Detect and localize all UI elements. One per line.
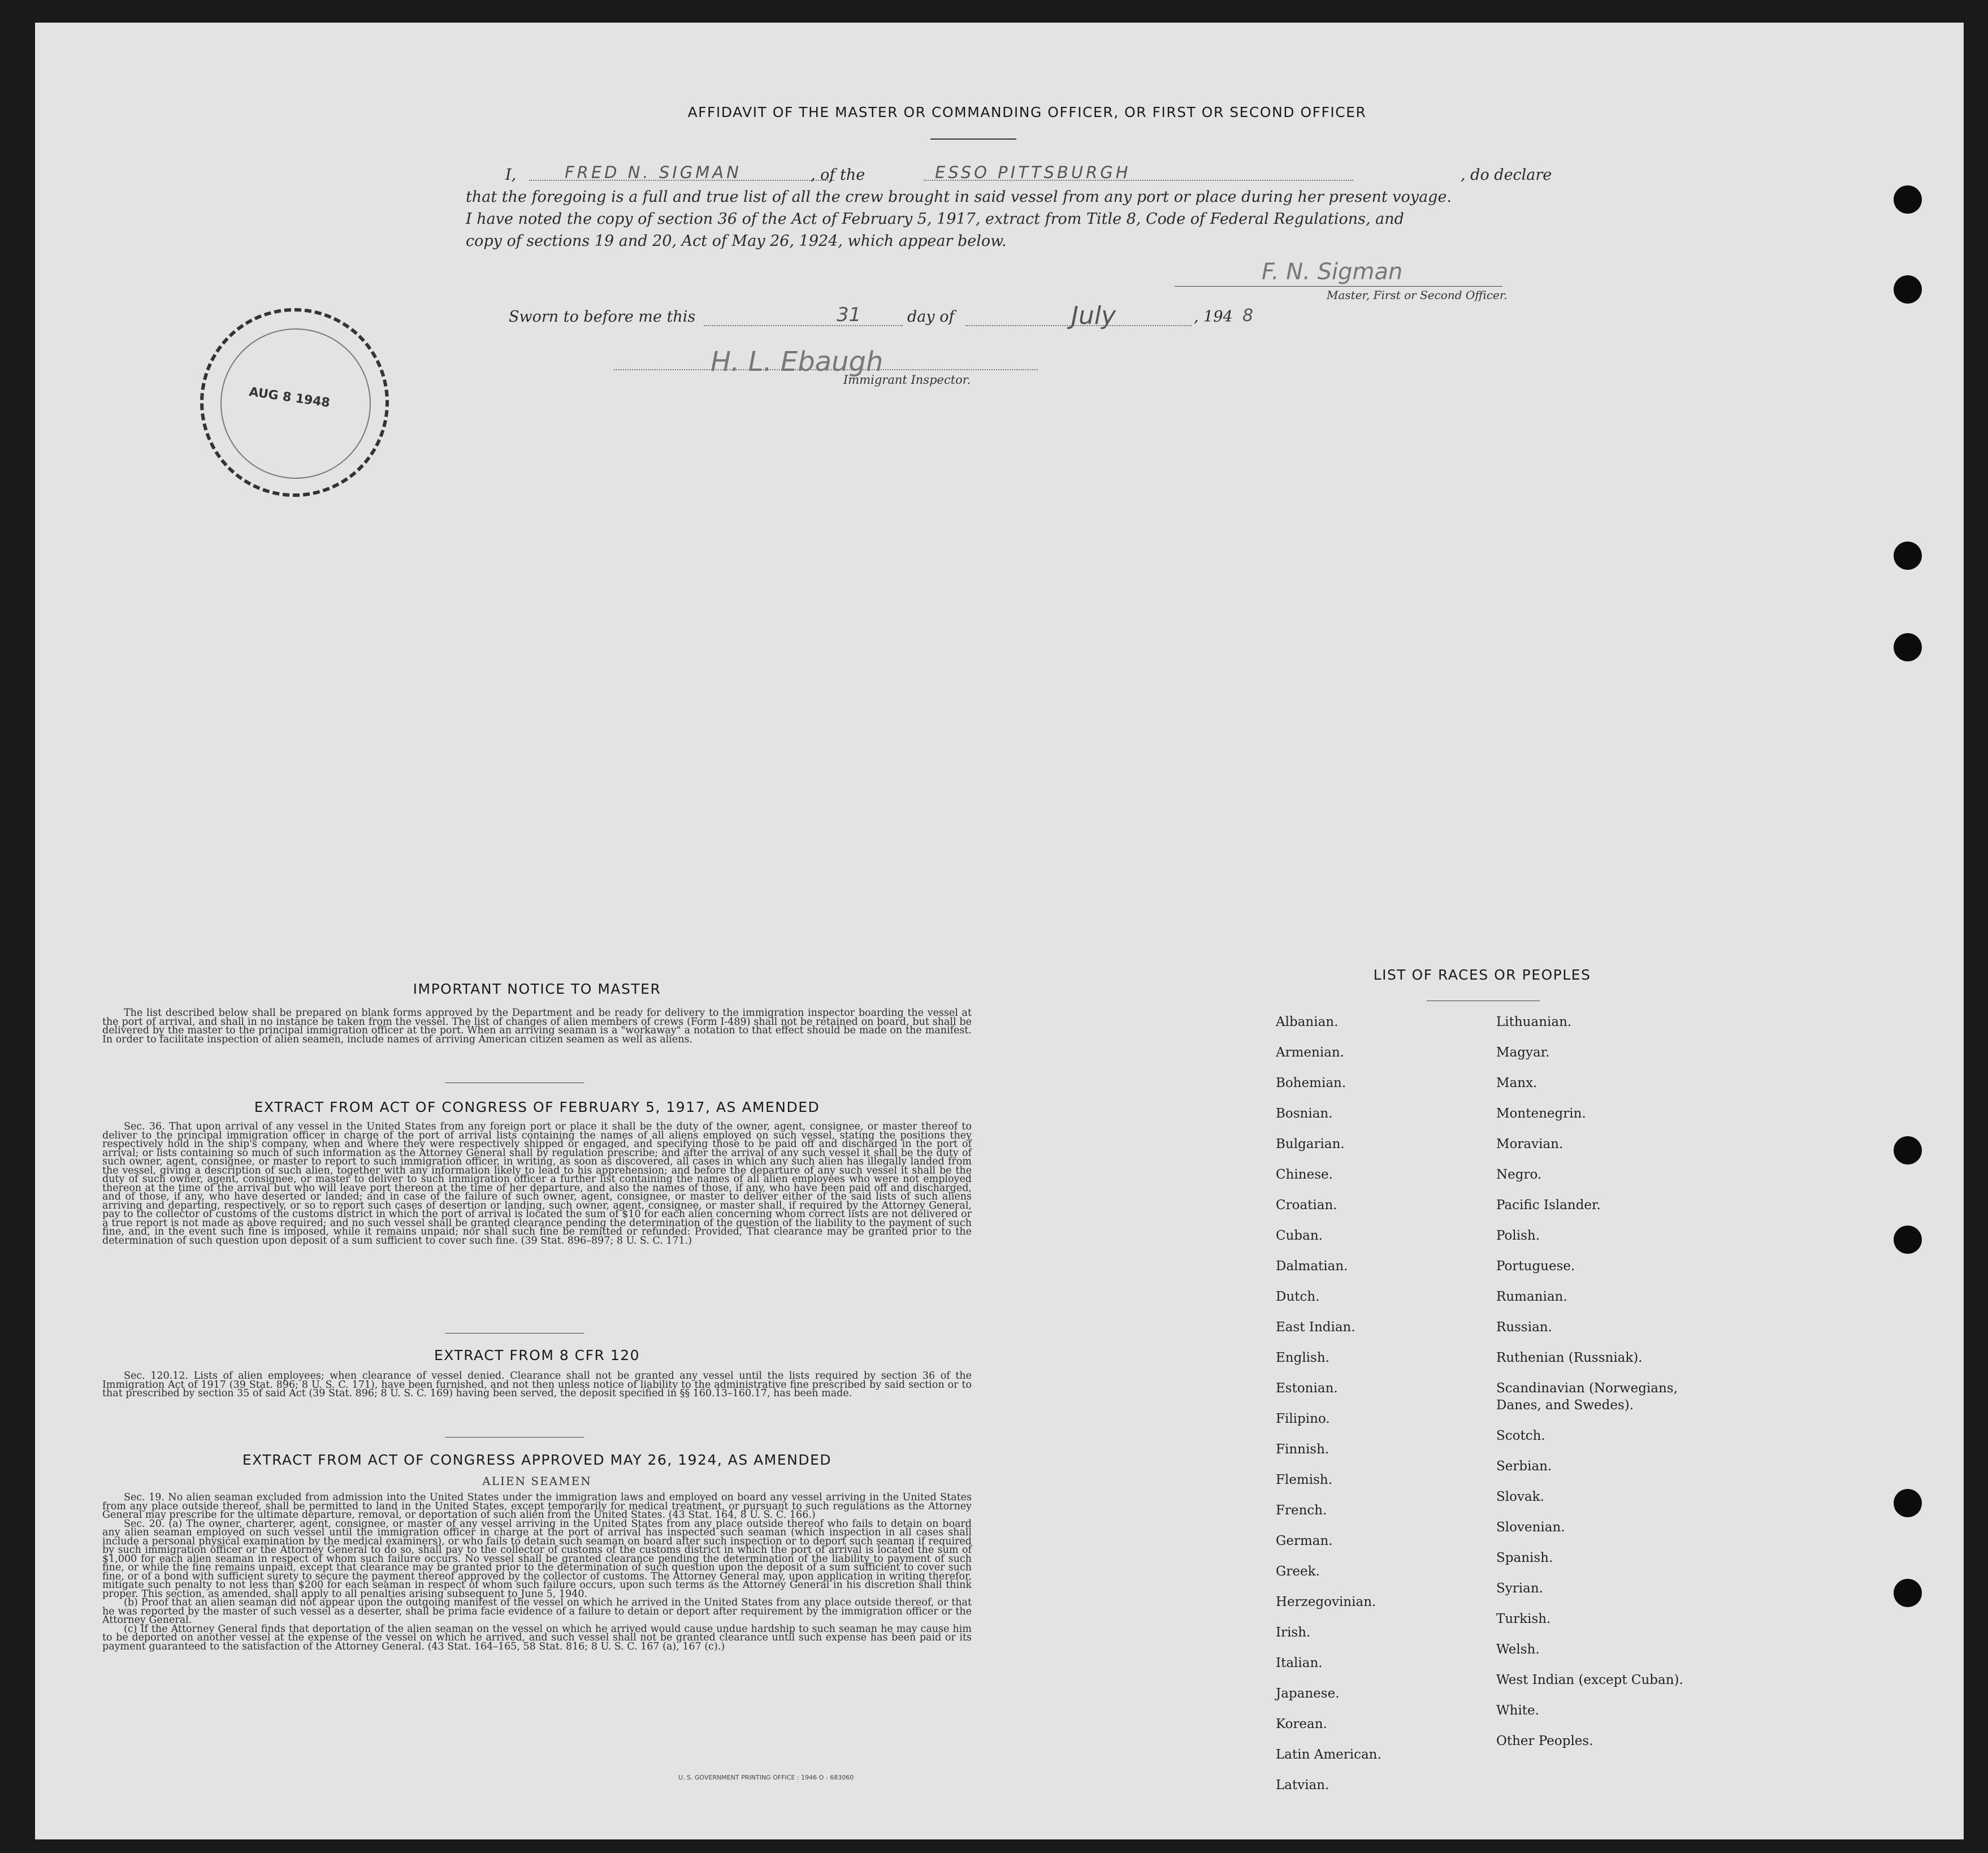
race-item: Filipino. xyxy=(1276,1412,1330,1426)
punch-hole xyxy=(1894,275,1922,304)
race-item: Bohemian. xyxy=(1276,1076,1346,1090)
race-item: Spanish. xyxy=(1496,1551,1553,1565)
race-item: Flemish. xyxy=(1276,1473,1333,1487)
extract-cfr-text xyxy=(102,1372,972,1399)
extract-1924-title: EXTRACT FROM ACT OF CONGRESS APPROVED MAY 26, 1924, AS AMENDED xyxy=(242,1452,832,1468)
race-item: Polish. xyxy=(1496,1228,1540,1243)
race-item: Rumanian. xyxy=(1496,1289,1567,1304)
race-item: Other Peoples. xyxy=(1496,1734,1593,1748)
race-item: Herzegovinian. xyxy=(1276,1595,1376,1609)
alien-seamen-subtitle: ALIEN SEAMEN xyxy=(482,1474,592,1488)
declaration-line-4: copy of sections 19 and 20, Act of May 26, 1924, which appear below. xyxy=(466,232,1007,250)
race-item: Turkish. xyxy=(1496,1612,1551,1626)
section-120-12-paragraph: Sec. 120.12. Lists of alien employees; when clearance of vessel denied. Clearance shall not be granted any vessel until the lists required by section 36 of the Immigration Act of 1917 (39 Stat. 896; 8 U. S. C. 171), have been furnished, and not then unless notice of liability to the administrative fine prescribed by said section or to that prescribed by section 35 of said Act (39 Stat. 896; 8 U. S. C. 169) having been served, the deposit specified in §§ 160.13–160.17, has been made. xyxy=(102,1370,972,1399)
affidavit-title: AFFIDAVIT OF THE MASTER OR COMMANDING OFFICER, OR FIRST OR SECOND OFFICER xyxy=(687,104,1367,120)
extract-1924-text xyxy=(102,1493,972,1651)
race-item: Syrian. xyxy=(1496,1581,1543,1596)
affidavit-declaration xyxy=(466,164,1571,252)
race-item: Dalmatian. xyxy=(1276,1259,1348,1274)
race-item: Ruthenian (Russniak). xyxy=(1496,1350,1643,1365)
race-item: Pacific Islander. xyxy=(1496,1198,1601,1213)
divider xyxy=(445,1437,584,1438)
section-20a-paragraph: Sec. 20. (a) The owner, charterer, agent, consignee, or master of any vessel arriving in the United States from any place outside thereof who fails to detain on board any alien seaman employed on such vessel until the immigration officer in charge at the port of arrival has inspected such seaman (which inspection in all cases shall include a personal physical examination by the medical examiners), or who fails to detain such seaman on board after such inspection or to deport such seaman if required by such immigration officer or the Attorney General to do so, shall pay to the collector of customs of the customs district in which the port of arrival is located the sum of $1,000 for each alien seaman in respect of whom such failure occurs. No vessel shall be granted clearance pending the determination of the liability to payment of such fine, or while the fine remains unpaid, except that clearance may be granted prior to the determination of such question upon the deposit of a sum sufficient to cover such fine, or of a bond with sufficient surety to secure the payment thereof approved by the collector of customs. The Attorney General may, upon application in writing therefor, mitigate such penalty to not less than $200 for each seaman in respect of whom such failure occurs, upon such terms as the Attorney General in his discretion shall think proper. This section, as amended, shall apply to all penalties arising subsequent to June 5, 1940. xyxy=(102,1518,972,1600)
inspector-signature: H. L. Ebaugh xyxy=(711,346,883,378)
declaration-line-3: I have noted the copy of section 36 of the Act of February 5, 1917, extract from Title 8, Code of Federal Regulations, and xyxy=(466,210,1404,228)
extract-1917-title: EXTRACT FROM ACT OF CONGRESS OF FEBRUARY 5, 1917, AS AMENDED xyxy=(254,1099,820,1115)
inspector-signature-line xyxy=(614,369,1038,370)
races-column-2 xyxy=(1496,1014,1756,1763)
race-item: Italian. xyxy=(1276,1656,1323,1670)
day-field-line xyxy=(704,325,903,326)
of-the-text: , of the xyxy=(811,166,865,184)
declaration-i: I, xyxy=(505,166,517,184)
year-value: 8 xyxy=(1242,306,1254,326)
punch-hole xyxy=(1894,633,1922,661)
race-item: Scotch. xyxy=(1496,1428,1545,1443)
title-rule xyxy=(930,138,1016,140)
race-item: Japanese. xyxy=(1276,1686,1340,1701)
race-item: Magyar. xyxy=(1496,1045,1550,1060)
master-name: FRED N. SIGMAN xyxy=(565,163,742,182)
race-item: Irish. xyxy=(1276,1625,1311,1640)
race-item: Manx. xyxy=(1496,1076,1537,1090)
race-item: German. xyxy=(1276,1534,1333,1548)
printer-imprint: U. S. GOVERNMENT PRINTING OFFICE : 1946 O - 683060 xyxy=(678,1774,854,1781)
sworn-text: Sworn to before me this xyxy=(509,308,696,326)
race-item: Slovak. xyxy=(1496,1490,1544,1504)
punch-hole xyxy=(1894,1226,1922,1254)
section-36-paragraph: Sec. 36. That upon arrival of any vessel in the United States from any foreign port or place it shall be the duty of the owner, agent, consignee, or master thereof to deliver to the principal immigration officer in charge of the port of arrival lists containing the names of all aliens employed on such vessel, stating the positions they respectively hold in the ship's company, when and where they were respectively shipped or engaged, and specifying those to be paid off and discharged in the port of arrival; or lists containing so much of such information as the Attorney General shall by regulation prescribe; and after the arrival of any such vessel it shall be the duty of such owner, agent, consignee, or master to report to such immigration officer, in writing, as soon as discovered, all cases in which any such alien has illegally landed from the vessel, giving a description of such alien, together with any information likely to lead to his apprehension; and before the departure of any such vessel it shall be the duty of such owner, agent, consignee, or master to deliver to such immigration officer a further list containing the names of all alien employees who were not employed thereon at the time of the arrival but who will leave port thereon at the time of her departure, and also the names of those, if any, who have been paid off and discharged, and of those, if any, who have deserted or landed; and in case of the failure of such owner, agent, consignee, or master to deliver either of the said lists of such aliens arriving and departing, respectively, or so to report such cases of desertion or landing, such owner, agent, consignee, or master shall, if required by the Attorney General, pay to the collector of customs of the customs district in which the port of arrival is located the sum of $10 for each alien concerning whom correct lists are not delivered or a true report is not made as above required; and no such vessel shall be granted clearance pending the determination of the question of the liability to the payment of such fine, and, in the event such fine is imposed, while it remains unpaid; nor shall such fine be remitted or refunded: Provided, That clearance may be granted prior to the determination of such question upon deposit of a sum sufficient to cover such fine. (39 Stat. 896–897; 8 U. S. C. 171.) xyxy=(102,1121,972,1246)
master-signature-line xyxy=(1175,286,1502,287)
race-item: Cuban. xyxy=(1276,1228,1323,1243)
punch-hole xyxy=(1894,542,1922,570)
race-item: Bulgarian. xyxy=(1276,1137,1345,1151)
races-title: LIST OF RACES OR PEOPLES xyxy=(1373,967,1591,983)
date-stamp xyxy=(200,308,389,497)
notice-text xyxy=(102,1009,972,1044)
punch-hole xyxy=(1894,1136,1922,1164)
race-item: Scandinavian (Norwegians, Danes, and Swedes). xyxy=(1496,1381,1678,1413)
declaration-line-1 xyxy=(466,164,1571,186)
vessel-name: ESSO PITTSBURGH xyxy=(935,163,1131,182)
extract-1917-text xyxy=(102,1123,972,1245)
year-prefix: , 194 xyxy=(1194,308,1233,326)
punch-hole xyxy=(1894,185,1922,214)
race-item: Serbian. xyxy=(1496,1459,1552,1474)
race-item: Albanian. xyxy=(1276,1015,1339,1029)
race-item: Moravian. xyxy=(1496,1137,1563,1151)
divider xyxy=(445,1333,584,1334)
race-item: West Indian (except Cuban). xyxy=(1496,1673,1683,1687)
section-20c-paragraph: (c) If the Attorney General finds that deportation of the alien seaman on the vessel on which he arrived would cause undue hardship to such seaman he may cause him to be deported on another vessel at the expense of the vessel on which he arrived, and such vessel shall not be granted clearance until such expense has been paid or its payment guaranteed to the satisfaction of the Attorney General. (43 Stat. 164–165, 58 Stat. 816; 8 U. S. C. 167 (a), 167 (c).) xyxy=(102,1623,972,1652)
race-item: Slovenian. xyxy=(1496,1520,1565,1535)
race-item: Welsh. xyxy=(1496,1642,1540,1657)
race-item: Montenegrin. xyxy=(1496,1106,1586,1121)
race-item: French. xyxy=(1276,1503,1327,1518)
punch-hole xyxy=(1894,1489,1922,1517)
month-value: July xyxy=(1071,301,1116,330)
section-20b-paragraph: (b) Proof that an alien seaman did not appear upon the outgoing manifest of the vessel on which he arrived in the United States from any place outside thereof, or that he was reported by the master of such vessel as a deserter, shall be prima facie evidence of a failure to detain or deport after requirement by the immigration officer or the Attorney General. xyxy=(102,1597,972,1626)
inspector-caption: Immigrant Inspector. xyxy=(843,373,971,387)
section-19-paragraph: Sec. 19. No alien seaman excluded from admission into the United States under the immigration laws and employed on board any vessel arriving in the United States from any place outside thereof, shall be permitted to land in the United States, except temporarily for medical treatment, or pursuant to such regulations as the Attorney General may prescribe for the ultimate departure, removal, or deportation of such alien from the United States. (43 Stat. 164, 8 U. S. C. 166.) xyxy=(102,1492,972,1521)
day-value: 31 xyxy=(837,304,861,326)
races-column-1 xyxy=(1276,1014,1491,1807)
race-item: White. xyxy=(1496,1703,1539,1718)
race-item: Chinese. xyxy=(1276,1167,1333,1182)
race-item: Croatian. xyxy=(1276,1198,1337,1213)
do-declare-text: , do declare xyxy=(1461,166,1552,184)
master-caption: Master, First or Second Officer. xyxy=(1327,288,1508,302)
manifest-page xyxy=(35,23,1964,1839)
race-item: Negro. xyxy=(1496,1167,1542,1182)
race-item: East Indian. xyxy=(1276,1320,1355,1335)
race-item: Dutch. xyxy=(1276,1289,1320,1304)
extract-cfr-title: EXTRACT FROM 8 CFR 120 xyxy=(434,1347,640,1363)
day-of-text: day of xyxy=(907,308,955,326)
race-item: Finnish. xyxy=(1276,1442,1329,1457)
race-item: Latvian. xyxy=(1276,1778,1329,1793)
race-item: Armenian. xyxy=(1276,1045,1345,1060)
race-item: Russian. xyxy=(1496,1320,1552,1335)
sworn-line xyxy=(509,301,1300,333)
race-item: Portuguese. xyxy=(1496,1259,1575,1274)
race-item: English. xyxy=(1276,1350,1329,1365)
race-item: Lithuanian. xyxy=(1496,1015,1572,1029)
declaration-line-2: that the foregoing is a full and true list of all the crew brought in said vessel from any port or place during her present voyage. xyxy=(466,188,1452,206)
punch-hole xyxy=(1894,1579,1922,1607)
race-item: Bosnian. xyxy=(1276,1106,1333,1121)
race-item: Korean. xyxy=(1276,1717,1327,1731)
stamp-date: AUG 8 1948 xyxy=(248,385,331,410)
race-item: Estonian. xyxy=(1276,1381,1338,1396)
notice-paragraph: The list described below shall be prepared on blank forms approved by the Department and be ready for delivery to the immigration inspector boarding the vessel at the port of arrival, and shall in no instance be taken from the vessel. The list of changes of alien members of crews (Form I-489) shall not be retained on board, but shall be delivered by the master to the principal immigration officer at the port. When an arriving seaman is a "workaway" a notation to that effect should be made on the manifest. In order to facilitate inspection of alien seamen, include names of arriving American citizen seamen as well as aliens. xyxy=(102,1007,972,1045)
notice-title: IMPORTANT NOTICE TO MASTER xyxy=(413,981,661,997)
race-item: Greek. xyxy=(1276,1564,1320,1579)
master-signature: F. N. Sigman xyxy=(1262,259,1403,285)
race-item: Latin American. xyxy=(1276,1747,1381,1762)
